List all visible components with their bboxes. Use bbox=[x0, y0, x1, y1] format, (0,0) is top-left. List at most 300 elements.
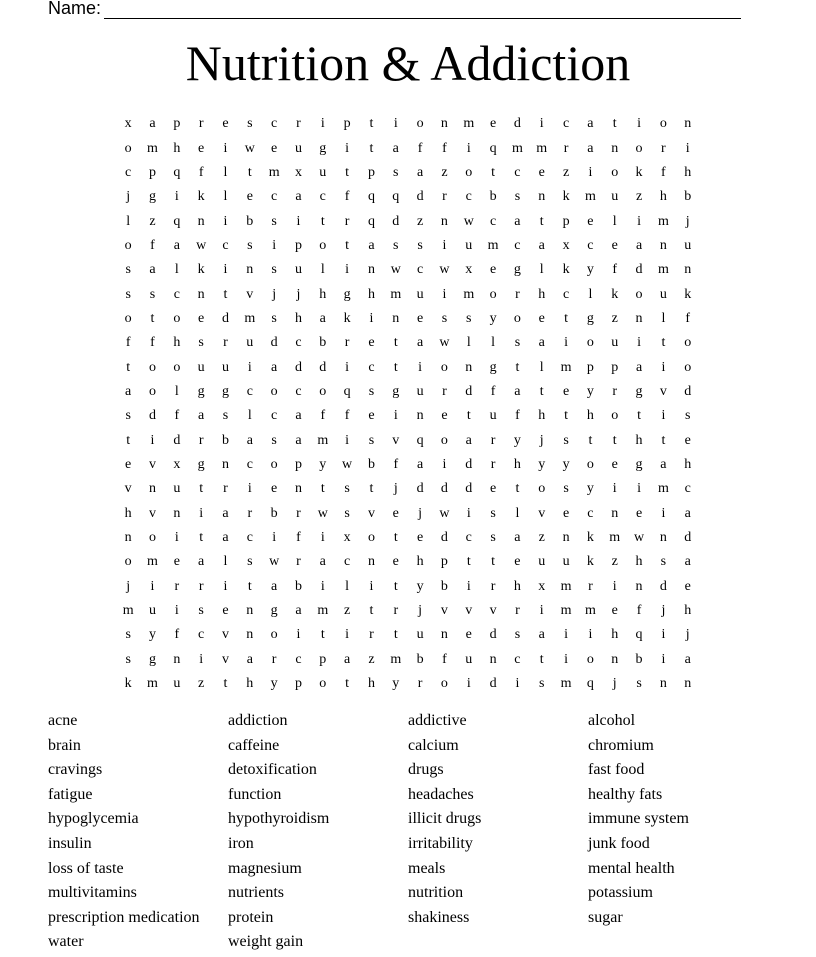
grid-letter: e bbox=[489, 116, 497, 132]
grid-letter: r bbox=[442, 189, 447, 205]
grid-letter: o bbox=[684, 359, 692, 375]
grid-letter: f bbox=[125, 335, 131, 351]
grid-letter: s bbox=[490, 505, 496, 521]
grid-letter: o bbox=[586, 335, 594, 351]
grid-letter: m bbox=[390, 651, 402, 667]
grid-letter: a bbox=[392, 140, 399, 156]
grid-letter: a bbox=[271, 359, 278, 375]
grid-letter: i bbox=[345, 140, 350, 156]
grid-letter: i bbox=[345, 627, 350, 643]
grid-letter: i bbox=[223, 262, 228, 278]
grid-letter: d bbox=[659, 578, 667, 594]
grid-letter: y bbox=[538, 456, 546, 472]
grid-letter: n bbox=[148, 481, 156, 497]
grid-letter: t bbox=[223, 676, 228, 692]
grid-letter: i bbox=[199, 505, 204, 521]
grid-letter: c bbox=[271, 189, 278, 205]
grid-letter: v bbox=[148, 505, 156, 521]
grid-letter: u bbox=[221, 359, 229, 375]
grid-letter: w bbox=[463, 213, 474, 229]
grid-letter: h bbox=[635, 432, 643, 448]
word-list-item: weight gain bbox=[228, 933, 304, 951]
grid-letter: m bbox=[317, 432, 329, 448]
grid-letter: z bbox=[416, 213, 424, 229]
grid-letter: i bbox=[174, 530, 179, 546]
grid-letter: f bbox=[685, 310, 691, 326]
grid-letter: q bbox=[173, 213, 181, 229]
grid-letter: i bbox=[247, 359, 252, 375]
grid-letter: n bbox=[465, 359, 473, 375]
grid-letter: u bbox=[294, 262, 302, 278]
grid-letter: u bbox=[465, 651, 473, 667]
grid-letter: m bbox=[657, 213, 669, 229]
grid-letter: b bbox=[440, 578, 448, 594]
grid-letter: q bbox=[367, 213, 375, 229]
grid-letter: i bbox=[223, 140, 228, 156]
grid-letter: k bbox=[684, 286, 692, 302]
grid-letter: s bbox=[247, 554, 253, 570]
word-list-item: nutrients bbox=[228, 884, 284, 902]
grid-letter: s bbox=[125, 408, 131, 424]
grid-letter: v bbox=[148, 456, 156, 472]
grid-letter: p bbox=[319, 651, 327, 667]
grid-letter: f bbox=[442, 140, 447, 156]
grid-letter: q bbox=[416, 432, 424, 448]
grid-letter: h bbox=[513, 578, 521, 594]
grid-letter: v bbox=[538, 505, 546, 521]
grid-letter: c bbox=[271, 408, 278, 424]
grid-letter: t bbox=[612, 116, 617, 132]
word-list-item: calcium bbox=[408, 736, 459, 754]
grid-letter: r bbox=[490, 456, 496, 472]
grid-letter: s bbox=[466, 310, 472, 326]
word-list-item: magnesium bbox=[228, 859, 302, 877]
grid-letter: u bbox=[465, 237, 473, 253]
grid-letter: t bbox=[491, 164, 496, 180]
grid-letter: l bbox=[491, 335, 496, 351]
grid-letter: y bbox=[148, 627, 156, 643]
grid-letter: t bbox=[369, 603, 374, 619]
grid-letter: m bbox=[609, 530, 621, 546]
grid-letter: t bbox=[637, 408, 641, 424]
grid-letter: z bbox=[441, 164, 448, 180]
grid-letter: a bbox=[538, 237, 545, 253]
grid-letter: p bbox=[294, 676, 302, 692]
grid-letter: h bbox=[319, 286, 327, 302]
grid-letter: o bbox=[173, 310, 181, 326]
grid-letter: n bbox=[197, 213, 205, 229]
grid-letter: t bbox=[345, 237, 350, 253]
grid-letter: t bbox=[320, 481, 325, 497]
grid-letter: b bbox=[684, 189, 692, 205]
grid-letter: s bbox=[490, 530, 496, 546]
grid-letter: v bbox=[221, 651, 229, 667]
grid-letter: i bbox=[588, 627, 593, 643]
grid-letter: g bbox=[148, 189, 156, 205]
grid-letter: t bbox=[247, 578, 252, 594]
grid-letter: o bbox=[173, 359, 181, 375]
grid-letter: n bbox=[197, 286, 205, 302]
grid-letter: a bbox=[684, 505, 691, 521]
grid-letter: d bbox=[440, 481, 448, 497]
grid-letter: z bbox=[562, 164, 570, 180]
grid-letter: i bbox=[442, 286, 447, 302]
grid-letter: p bbox=[294, 237, 302, 253]
grid-letter: r bbox=[490, 578, 496, 594]
grid-letter: t bbox=[564, 310, 569, 326]
word-list-item: fast food bbox=[588, 761, 645, 779]
grid-letter: f bbox=[417, 140, 423, 156]
grid-letter: e bbox=[611, 603, 618, 619]
grid-letter: i bbox=[393, 116, 398, 132]
grid-letter: n bbox=[173, 651, 181, 667]
grid-letter: a bbox=[635, 359, 643, 375]
grid-letter: w bbox=[439, 505, 450, 521]
grid-letter: e bbox=[271, 481, 278, 497]
grid-letter: t bbox=[150, 310, 155, 326]
word-list-item: headaches bbox=[408, 785, 474, 803]
grid-letter: s bbox=[344, 505, 350, 521]
grid-letter: n bbox=[635, 310, 643, 326]
grid-letter: i bbox=[296, 627, 301, 643]
grid-letter: m bbox=[317, 603, 329, 619]
grid-letter: h bbox=[173, 140, 181, 156]
grid-letter: d bbox=[684, 530, 692, 546]
grid-letter: t bbox=[369, 116, 374, 132]
grid-letter: e bbox=[489, 481, 497, 497]
word-list-item: protein bbox=[228, 908, 274, 926]
grid-letter: r bbox=[296, 116, 301, 132]
grid-letter: n bbox=[684, 116, 692, 132]
grid-letter: r bbox=[223, 481, 228, 497]
grid-letter: f bbox=[174, 627, 180, 643]
grid-letter: z bbox=[198, 676, 205, 692]
grid-letter: a bbox=[295, 603, 302, 619]
grid-letter: u bbox=[197, 359, 205, 375]
grid-letter: d bbox=[465, 456, 473, 472]
grid-letter: f bbox=[490, 383, 496, 399]
grid-letter: a bbox=[684, 651, 691, 667]
grid-letter: l bbox=[126, 213, 131, 229]
grid-letter: r bbox=[198, 578, 204, 594]
grid-letter: e bbox=[611, 456, 618, 472]
grid-letter: u bbox=[538, 554, 546, 570]
grid-letter: i bbox=[466, 505, 471, 521]
grid-letter: o bbox=[270, 627, 278, 643]
grid-letter: z bbox=[149, 213, 156, 229]
grid-letter: a bbox=[198, 554, 205, 570]
grid-letter: t bbox=[199, 481, 204, 497]
grid-letter: t bbox=[539, 213, 544, 229]
grid-letter: d bbox=[294, 359, 302, 375]
grid-letter: o bbox=[440, 432, 448, 448]
grid-letter: o bbox=[611, 164, 619, 180]
grid-letter: o bbox=[659, 116, 667, 132]
grid-letter: h bbox=[173, 335, 181, 351]
grid-letter: j bbox=[612, 676, 617, 692]
grid-letter: n bbox=[611, 140, 619, 156]
grid-letter: t bbox=[247, 164, 252, 180]
grid-letter: d bbox=[392, 213, 400, 229]
grid-letter: n bbox=[173, 505, 181, 521]
grid-letter: g bbox=[489, 359, 497, 375]
grid-letter: i bbox=[637, 116, 641, 132]
grid-letter: a bbox=[514, 530, 521, 546]
word-list-item: caffeine bbox=[228, 736, 280, 754]
grid-letter: e bbox=[587, 213, 594, 229]
grid-letter: t bbox=[515, 359, 520, 375]
grid-letter: e bbox=[684, 432, 691, 448]
grid-letter: o bbox=[124, 310, 132, 326]
grid-letter: b bbox=[367, 456, 375, 472]
grid-letter: a bbox=[416, 456, 424, 472]
grid-letter: i bbox=[296, 213, 301, 229]
grid-letter: o bbox=[611, 408, 619, 424]
grid-letter: e bbox=[562, 383, 570, 399]
grid-letter: b bbox=[489, 189, 497, 205]
grid-letter: m bbox=[560, 603, 572, 619]
word-list-item: illicit drugs bbox=[408, 810, 482, 828]
grid-letter: f bbox=[442, 651, 447, 667]
word-list-item: fatigue bbox=[48, 785, 93, 803]
grid-letter: i bbox=[661, 408, 666, 424]
grid-letter: c bbox=[514, 164, 521, 180]
grid-letter: n bbox=[367, 554, 375, 570]
grid-letter: s bbox=[125, 627, 131, 643]
grid-letter: l bbox=[588, 286, 593, 302]
grid-letter: p bbox=[294, 456, 302, 472]
grid-letter: s bbox=[368, 383, 375, 399]
grid-letter: g bbox=[221, 383, 229, 399]
grid-letter: r bbox=[174, 578, 180, 594]
grid-letter: f bbox=[612, 262, 618, 278]
grid-letter: q bbox=[343, 383, 351, 399]
word-list-item: prescription medication bbox=[48, 908, 200, 926]
grid-letter: c bbox=[368, 359, 375, 375]
grid-letter: t bbox=[345, 164, 350, 180]
grid-letter: n bbox=[294, 481, 302, 497]
grid-letter: i bbox=[564, 627, 569, 643]
word-list-item: brain bbox=[48, 736, 81, 754]
grid-letter: e bbox=[125, 456, 132, 472]
grid-letter: a bbox=[295, 408, 302, 424]
grid-letter: m bbox=[122, 603, 134, 619]
word-list-item: function bbox=[228, 785, 282, 803]
grid-letter: c bbox=[489, 213, 497, 229]
grid-letter: x bbox=[124, 116, 132, 132]
grid-letter: x bbox=[465, 262, 473, 278]
grid-letter: b bbox=[635, 651, 643, 667]
grid-letter: i bbox=[661, 505, 666, 521]
grid-letter: r bbox=[247, 505, 253, 521]
grid-letter: e bbox=[441, 408, 448, 424]
grid-letter: r bbox=[515, 603, 520, 619]
grid-letter: i bbox=[661, 651, 666, 667]
grid-letter: f bbox=[174, 408, 180, 424]
grid-letter: e bbox=[684, 578, 691, 594]
grid-letter: b bbox=[221, 432, 229, 448]
grid-letter: g bbox=[270, 603, 278, 619]
grid-letter: m bbox=[560, 578, 572, 594]
grid-letter: o bbox=[270, 383, 278, 399]
grid-letter: j bbox=[418, 603, 423, 619]
word-list-item: meals bbox=[408, 859, 446, 877]
grid-letter: n bbox=[246, 627, 254, 643]
grid-letter: d bbox=[440, 530, 448, 546]
grid-letter: r bbox=[296, 554, 301, 570]
grid-letter: a bbox=[222, 505, 229, 521]
grid-letter: t bbox=[393, 627, 398, 643]
grid-letter: i bbox=[661, 359, 666, 375]
grid-letter: a bbox=[295, 189, 302, 205]
grid-letter: m bbox=[657, 481, 669, 497]
grid-letter: a bbox=[344, 651, 351, 667]
grid-letter: u bbox=[319, 164, 327, 180]
page-title: Nutrition & Addiction bbox=[185, 35, 631, 91]
grid-letter: l bbox=[539, 359, 544, 375]
grid-letter: n bbox=[440, 627, 448, 643]
grid-letter: r bbox=[198, 116, 204, 132]
grid-letter: h bbox=[659, 189, 667, 205]
grid-letter: q bbox=[173, 164, 181, 180]
grid-letter: c bbox=[514, 237, 521, 253]
grid-letter: u bbox=[294, 140, 302, 156]
grid-letter: s bbox=[125, 262, 131, 278]
word-list-item: multivitamins bbox=[48, 884, 137, 902]
grid-letter: x bbox=[538, 578, 546, 594]
grid-letter: u bbox=[173, 481, 181, 497]
grid-letter: q bbox=[489, 140, 497, 156]
grid-letter: o bbox=[684, 335, 692, 351]
grid-letter: n bbox=[246, 262, 254, 278]
grid-letter: f bbox=[636, 603, 642, 619]
grid-letter: a bbox=[295, 432, 302, 448]
grid-letter: h bbox=[586, 408, 594, 424]
grid-letter: m bbox=[268, 164, 280, 180]
grid-letter: a bbox=[222, 530, 229, 546]
grid-letter: n bbox=[416, 408, 424, 424]
grid-letter: p bbox=[440, 554, 448, 570]
grid-letter: h bbox=[635, 554, 643, 570]
grid-letter: s bbox=[563, 432, 569, 448]
grid-letter: t bbox=[320, 213, 325, 229]
grid-letter: e bbox=[635, 505, 643, 521]
grid-letter: d bbox=[221, 310, 229, 326]
word-list-item: sugar bbox=[588, 908, 623, 926]
grid-letter: a bbox=[416, 335, 424, 351]
grid-letter: j bbox=[126, 578, 131, 594]
grid-letter: a bbox=[271, 578, 278, 594]
grid-letter: a bbox=[465, 432, 472, 448]
grid-letter: i bbox=[320, 578, 325, 594]
grid-letter: e bbox=[368, 408, 375, 424]
grid-letter: g bbox=[343, 286, 351, 302]
grid-letter: e bbox=[222, 603, 229, 619]
word-list-item: shakiness bbox=[408, 908, 470, 926]
grid-letter: j bbox=[296, 286, 301, 302]
grid-letter: s bbox=[514, 189, 521, 205]
grid-letter: a bbox=[319, 554, 326, 570]
grid-letter: d bbox=[173, 432, 181, 448]
grid-letter: n bbox=[440, 213, 448, 229]
grid-letter: n bbox=[246, 603, 254, 619]
grid-letter: t bbox=[612, 432, 617, 448]
grid-letter: i bbox=[223, 578, 228, 594]
grid-letter: b bbox=[294, 578, 302, 594]
grid-letter: y bbox=[513, 432, 521, 448]
grid-letter: c bbox=[416, 262, 424, 278]
grid-letter: m bbox=[147, 676, 158, 692]
grid-letter: y bbox=[270, 676, 278, 692]
word-list-item: potassium bbox=[588, 884, 653, 902]
grid-letter: a bbox=[684, 554, 691, 570]
grid-letter: j bbox=[418, 505, 423, 521]
grid-letter: i bbox=[612, 578, 617, 594]
grid-letter: t bbox=[661, 335, 666, 351]
grid-letter: w bbox=[390, 262, 401, 278]
grid-letter: g bbox=[197, 383, 205, 399]
grid-letter: h bbox=[513, 456, 521, 472]
grid-letter: a bbox=[587, 116, 594, 132]
grid-letter: v bbox=[124, 481, 132, 497]
grid-letter: n bbox=[221, 456, 229, 472]
grid-letter: i bbox=[466, 676, 471, 692]
grid-letter: r bbox=[296, 505, 301, 521]
grid-letter: q bbox=[635, 627, 643, 643]
grid-letter: h bbox=[246, 676, 254, 692]
grid-letter: d bbox=[319, 359, 327, 375]
grid-letter: r bbox=[223, 335, 228, 351]
letter-grid bbox=[116, 112, 700, 696]
grid-letter: e bbox=[222, 116, 229, 132]
word-list bbox=[48, 709, 768, 955]
grid-letter: k bbox=[586, 554, 594, 570]
grid-letter: u bbox=[246, 335, 254, 351]
grid-letter: m bbox=[147, 554, 158, 570]
grid-letter: s bbox=[149, 286, 156, 302]
grid-letter: c bbox=[125, 164, 132, 180]
grid-letter: w bbox=[342, 456, 353, 472]
grid-letter: q bbox=[367, 189, 375, 205]
grid-letter: s bbox=[368, 432, 375, 448]
grid-letter: w bbox=[439, 335, 450, 351]
grid-letter: s bbox=[393, 164, 399, 180]
grid-letter: s bbox=[271, 310, 277, 326]
grid-letter: c bbox=[587, 505, 594, 521]
grid-letter: u bbox=[416, 383, 424, 399]
word-list-item: addictive bbox=[408, 712, 467, 729]
grid-letter: e bbox=[198, 310, 205, 326]
word-list-item: junk food bbox=[588, 834, 650, 852]
grid-letter: s bbox=[247, 237, 253, 253]
grid-letter: c bbox=[198, 627, 205, 643]
grid-letter: o bbox=[319, 237, 327, 253]
grid-letter: m bbox=[584, 603, 596, 619]
grid-letter: o bbox=[148, 383, 156, 399]
grid-letter: o bbox=[124, 237, 132, 253]
grid-letter: r bbox=[490, 432, 496, 448]
word-list-item: healthy fats bbox=[588, 785, 663, 803]
grid-letter: t bbox=[345, 676, 350, 692]
grid-letter: s bbox=[514, 335, 521, 351]
grid-letter: a bbox=[319, 310, 326, 326]
grid-letter: r bbox=[612, 383, 618, 399]
grid-letter: v bbox=[246, 286, 254, 302]
grid-letter: z bbox=[611, 554, 618, 570]
grid-letter: d bbox=[489, 627, 497, 643]
grid-letter: i bbox=[150, 432, 155, 448]
grid-letter: n bbox=[611, 651, 619, 667]
